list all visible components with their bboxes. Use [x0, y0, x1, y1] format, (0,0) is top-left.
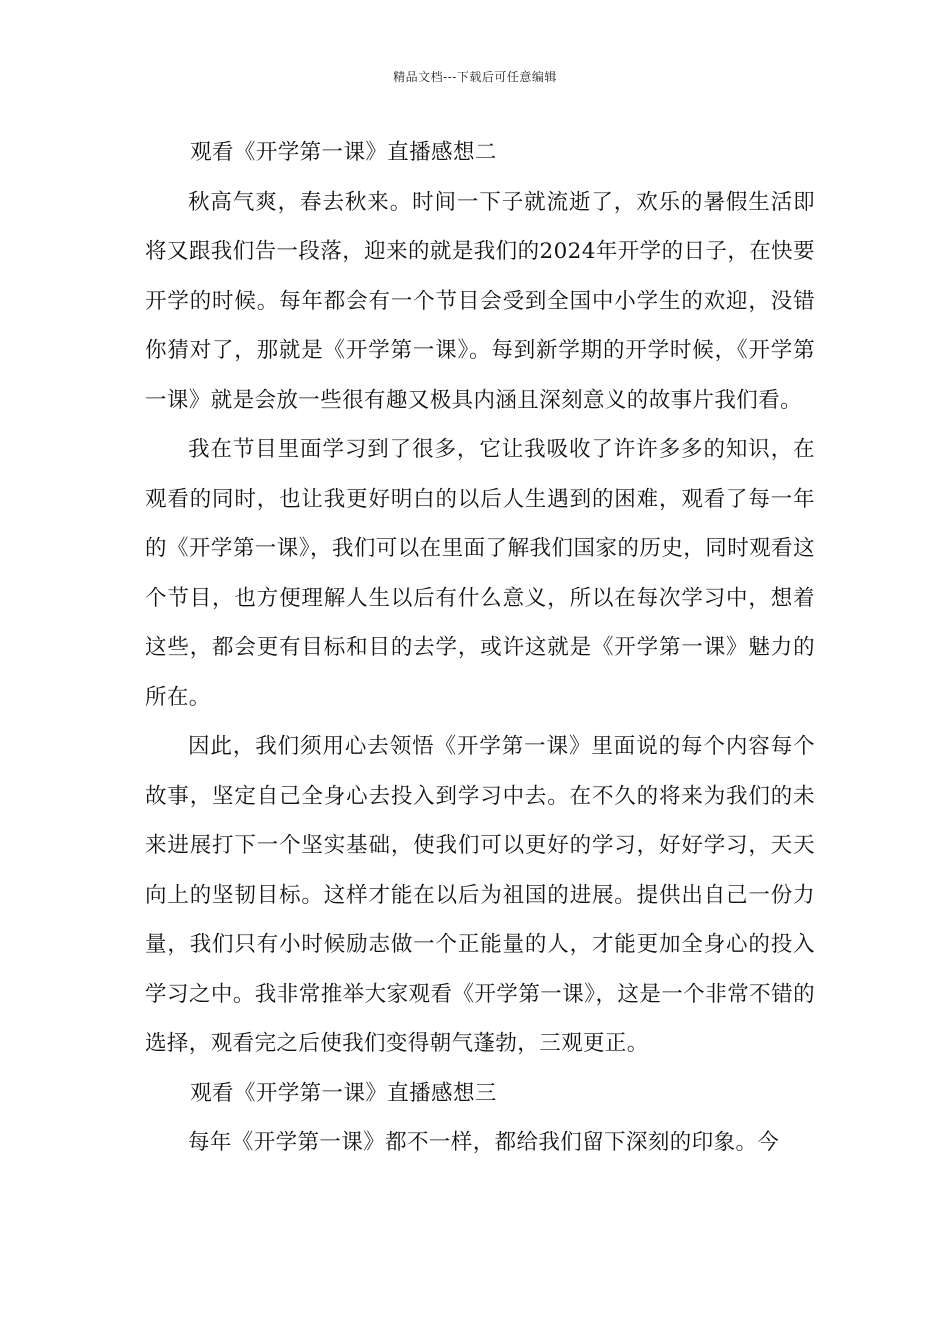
paragraph: 因此，我们须用心去领悟《开学第一课》里面说的每个内容每个故事，坚定自己全身心去投入到学习中去。在不久的将来为我们的未来进展打下一个坚实基础，使我们可以更好的学习，好好学习，天天向上的坚韧目标。这样才能在以后为祖国的进展。提供出自己一份力量，我们只有小时候励志做一个正能量的人，才能更加全身心的投入学习之中。我非常推举大家观看《开学第一课》，这是一个非常不错的选择，观看完之后使我们变得朝气蓬勃，三观更正。	[145, 734, 815, 1056]
section-title-2: 观看《开学第一课》直播感想二	[190, 140, 497, 165]
paragraph: 我在节目里面学习到了很多，它让我吸收了许许多多的知识，在观看的同时，也让我更好明白的以后人生遇到的困难，观看了每一年的《开学第一课》，我们可以在里面了解我们国家的历史，同时观看这个节目，也方便理解人生以后有什么意义，所以在每次学习中，想着这些，都会更有目标和目的去学，或许这就是《开学第一课》魅力的所在。	[145, 437, 815, 710]
section-title-3: 观看《开学第一课》直播感想三	[190, 1080, 497, 1106]
paragraph: 每年《开学第一课》都不一样，都给我们留下深刻的印象。今	[188, 1130, 780, 1155]
document-body	[145, 128, 815, 1168]
paragraph: 秋高气爽，春去秋来。时间一下子就流逝了，欢乐的暑假生活即将又跟我们告一段落，迎来的就是我们的2024年开学的日子，在快要开学的时候。每年都会有一个节目会受到全国中小学生的欢迎，没错你猜对了，那就是《开学第一课》。每到新学期的开学时候，《开学第一课》就是会放一些很有趣又极具内涵且深刻意义的故事片我们看。	[145, 189, 815, 413]
page-header: 精品文档---下载后可任意编辑	[393, 70, 557, 84]
